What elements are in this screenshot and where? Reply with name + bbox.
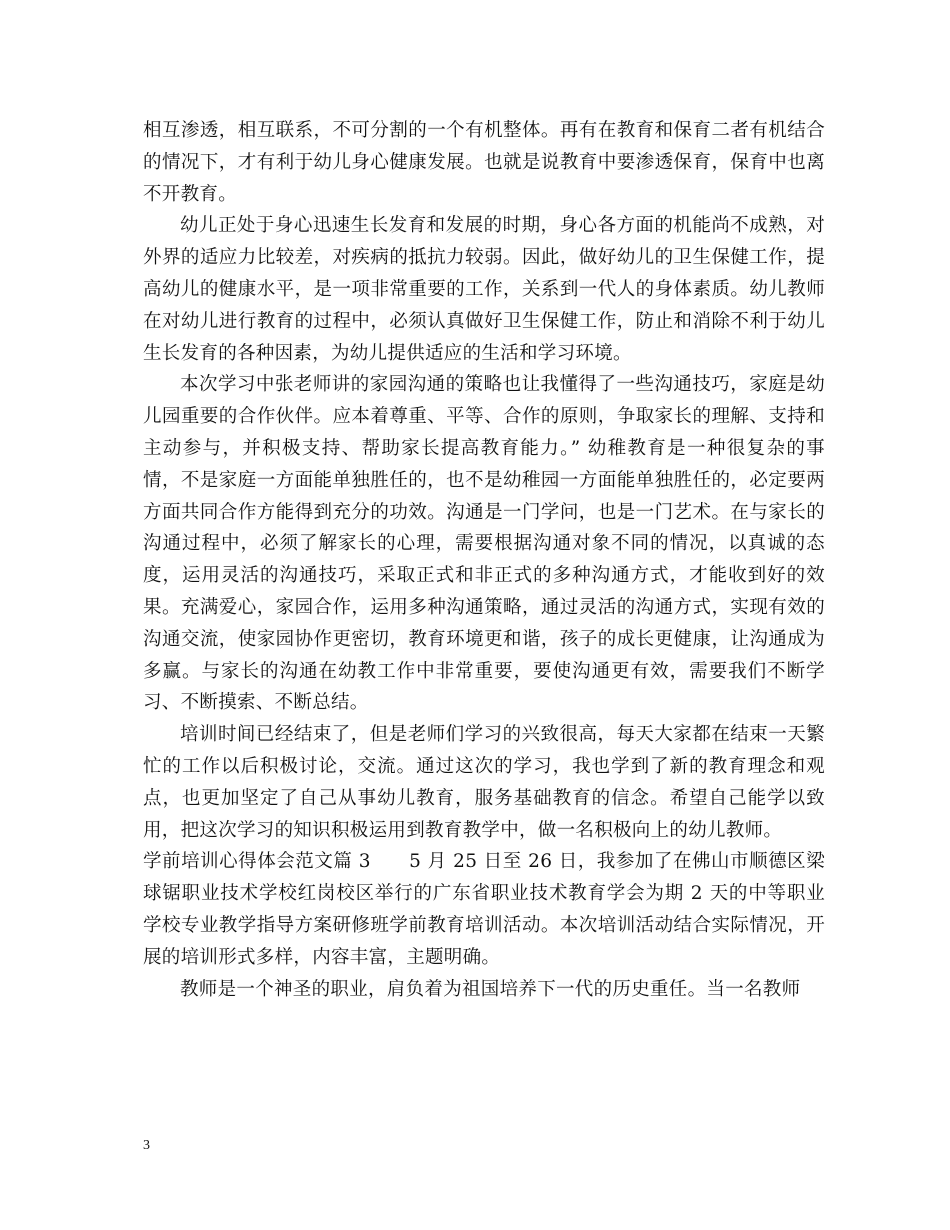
paragraph-6: 教师是一个神圣的职业，肩负着为祖国培养下一代的历史重任。当一名教师 bbox=[180, 978, 801, 1000]
paragraph-2: 幼儿正处于身心迅速生长发育和发展的时期，身心各方面的机能尚不成熟，对外界的适应力比较差，对疾病的抵抗力较弱。因此，做好幼儿的卫生保健工作，提高幼儿的健康水平，是一项非常重要的工作，关系到一代人的身体素质。幼儿教师在对幼儿进行教育的过程中，必须认真做好卫生保健工作，防止和消除不利于幼儿生长发育的各种因素，为幼儿提供适应的生活和学习环境。 bbox=[143, 215, 825, 364]
paragraph-3: 本次学习中张老师讲的家园沟通的策略也让我懂得了一些沟通技巧，家庭是幼儿园重要的合作伙伴。应本着尊重、平等、合作的原则，争取家长的理解、支持和主动参与，并积极支持、帮助家长提高教育能力。” 幼稚教育是一种很复杂的事情，不是家庭一方面能单独胜任的，也不是幼稚园一方面能单独胜任的，必定要两方面共同合作方能得到充分的功效。沟通是一门学问，也是一门艺术。在与家长的沟通过程中，必须了解家长的心理，需要根据沟通对象不同的情况，以真诚的态度，运用灵活的沟通技巧，采取正式和非正式的多种沟通方式，才能收到好的效果。充满爱心，家园合作，运用多种沟通策略，通过灵活的沟通方式，实现有效的沟通交流，使家园协作更密切，教育环境更和谐，孩子的成长更健康，让沟通成为多赢。与家长的沟通在幼教工作中非常重要，要使沟通更有效，需要我们不断学习、不断摸索、不断总结。 bbox=[143, 374, 825, 714]
paragraph-5: 学前培训心得体会范文篇 3 5 月 25 日至 26 日，我参加了在佛山市顺德区梁球锯职业技术学校红岗校区举行的广东省职业技术教育学会为期 2 天的中等职业学校专业教学指导方案研修班学前教育培训活动。本次培训活动结合实际情况，开展的培训形式多样，内容丰富，主题明确。 bbox=[143, 851, 825, 968]
paragraph-4: 培训时间已经结束了，但是老师们学习的兴致很高，每天大家都在结束一天繁忙的工作以后积极讨论，交流。通过这次的学习，我也学到了新的教育理念和观点，也更加坚定了自己从事幼儿教育，服务基础教育的信念。希望自己能学以致用，把这次学习的知识积极运用到教育教学中，做一名积极向上的幼儿教师。 bbox=[143, 724, 825, 841]
page-number: 3 bbox=[143, 1138, 150, 1153]
body-text bbox=[143, 115, 825, 1005]
paragraph-1: 相互渗透，相互联系，不可分割的一个有机整体。再有在教育和保育二者有机结合的情况下，才有利于幼儿身心健康发展。也就是说教育中要渗透保育，保育中也离不开教育。 bbox=[143, 120, 825, 205]
